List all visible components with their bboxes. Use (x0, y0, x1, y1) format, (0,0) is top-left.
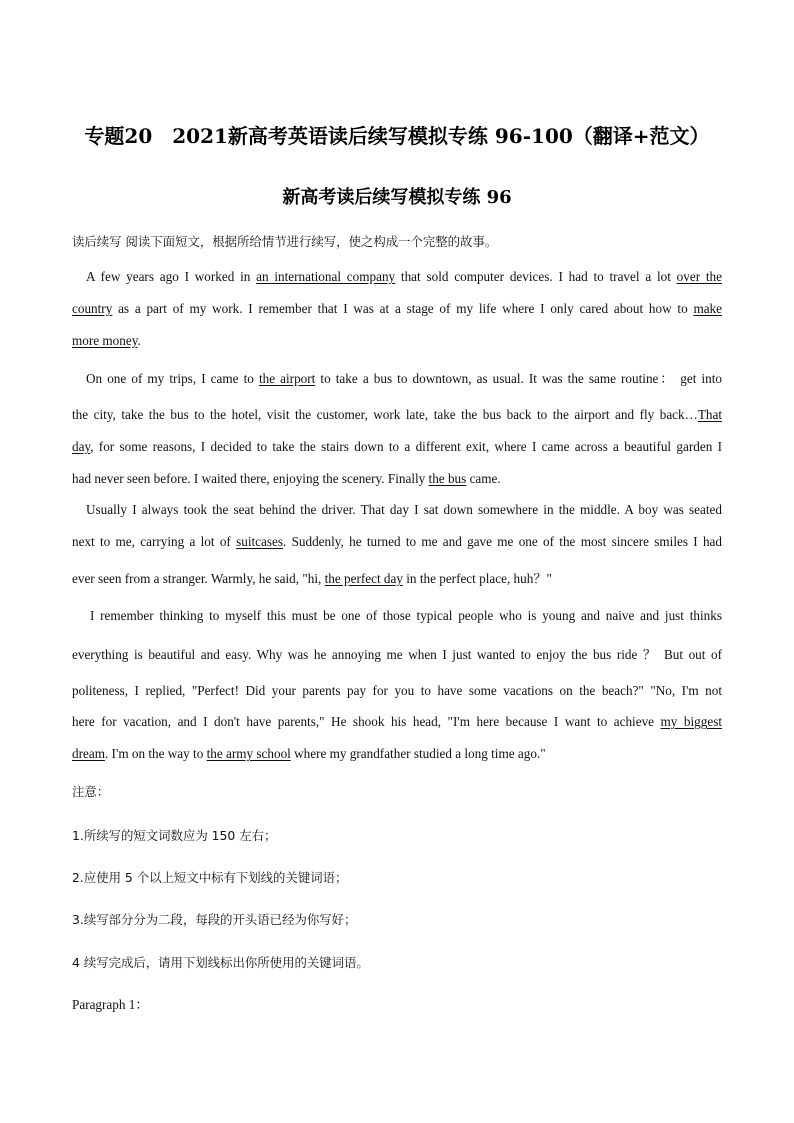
passage-line: A few years ago I worked in an international company that sold computer devices. I had to travel a lot over the (86, 269, 723, 284)
passage-line: here for vacation, and I don't have parents," He shook his head, "I'm here because I want to achieve my biggest (72, 714, 722, 729)
underlined-keyword: country (72, 301, 113, 316)
paragraph-1-label: Paragraph 1： (72, 997, 149, 1012)
passage-line: politeness, I replied, "Perfect! Did your parents pay for you to have some vacations on the beach?" "No, I'm not (72, 683, 722, 698)
underlined-keyword: That (697, 407, 722, 422)
document-title: 专题20 2021新高考英语读后续写模拟专练 96-100（翻译+范文） (84, 124, 710, 148)
passage-line: country as a part of my work. I remember that I was at a stage of my life where I only cared about how to make (72, 301, 722, 316)
section-subtitle: 新高考读后续写模拟专练 96 (282, 187, 512, 208)
underlined-keyword: make (693, 301, 722, 316)
underlined-keyword: suitcases (236, 534, 283, 549)
underlined-keyword: my biggest (660, 714, 722, 729)
underlined-keyword: the airport (258, 371, 316, 386)
passage-line: the city, take the bus to the hotel, visit the customer, work late, take the bus back to the airport and fly back…That (72, 407, 722, 422)
passage-line: next to me, carrying a lot of suitcases. Suddenly, he turned to me and gave me one of the most sincere smiles I had (72, 534, 722, 549)
underlined-keyword: over the (676, 269, 723, 284)
underlined-keyword: an international company (256, 269, 396, 284)
passage-line: day, for some reasons, I decided to take the stairs down to a different exit, where I came across a beautiful garden I (72, 439, 722, 454)
passage-line: On one of my trips, I came to the airport to take a bus to downtown, as usual. It was the same routine： get into (86, 371, 722, 386)
underlined-keyword: the army school (206, 746, 291, 761)
passage-line: more money. (72, 333, 141, 348)
passage-line: dream. I'm on the way to the army school where my grandfather studied a long time ago." (72, 746, 546, 761)
note-item: 2.应使用 5 个以上短文中标有下划线的关键词语； (72, 870, 348, 885)
underlined-keyword: the perfect day (324, 571, 403, 586)
passage-line: I remember thinking to myself this must be one of those typical people who is young and naive and just thinks (90, 608, 722, 623)
underlined-keyword: day (72, 439, 91, 454)
passage-line: everything is beautiful and easy. Why was he annoying me when I just wanted to enjoy the bus ride ？ But out of (72, 647, 722, 662)
underlined-keyword: more money (72, 333, 138, 348)
note-item: 3.续写部分分为二段，每段的开头语已经为你写好； (72, 912, 357, 927)
passage-line: had never seen before. I waited there, enjoying the scenery. Finally the bus came. (72, 471, 501, 486)
passage-line: Usually I always took the seat behind the driver. That day I sat down somewhere in the middle. A boy was seated (86, 502, 722, 517)
underlined-keyword: dream (72, 746, 105, 761)
notes-heading: 注意： (72, 784, 110, 799)
underlined-keyword: the bus (428, 471, 467, 486)
note-item: 4 续写完成后，请用下划线标出你所使用的关键词语。 (72, 955, 369, 970)
passage-line: ever seen from a stranger. Warmly, he said, "hi, the perfect day in the perfect place, huh？" (72, 571, 552, 586)
task-instruction: 读后续写 阅读下面短文，根据所给情节进行续写，使之构成一个完整的故事。 (72, 234, 498, 249)
note-item: 1.所续写的短文词数应为 150 左右； (72, 828, 277, 843)
